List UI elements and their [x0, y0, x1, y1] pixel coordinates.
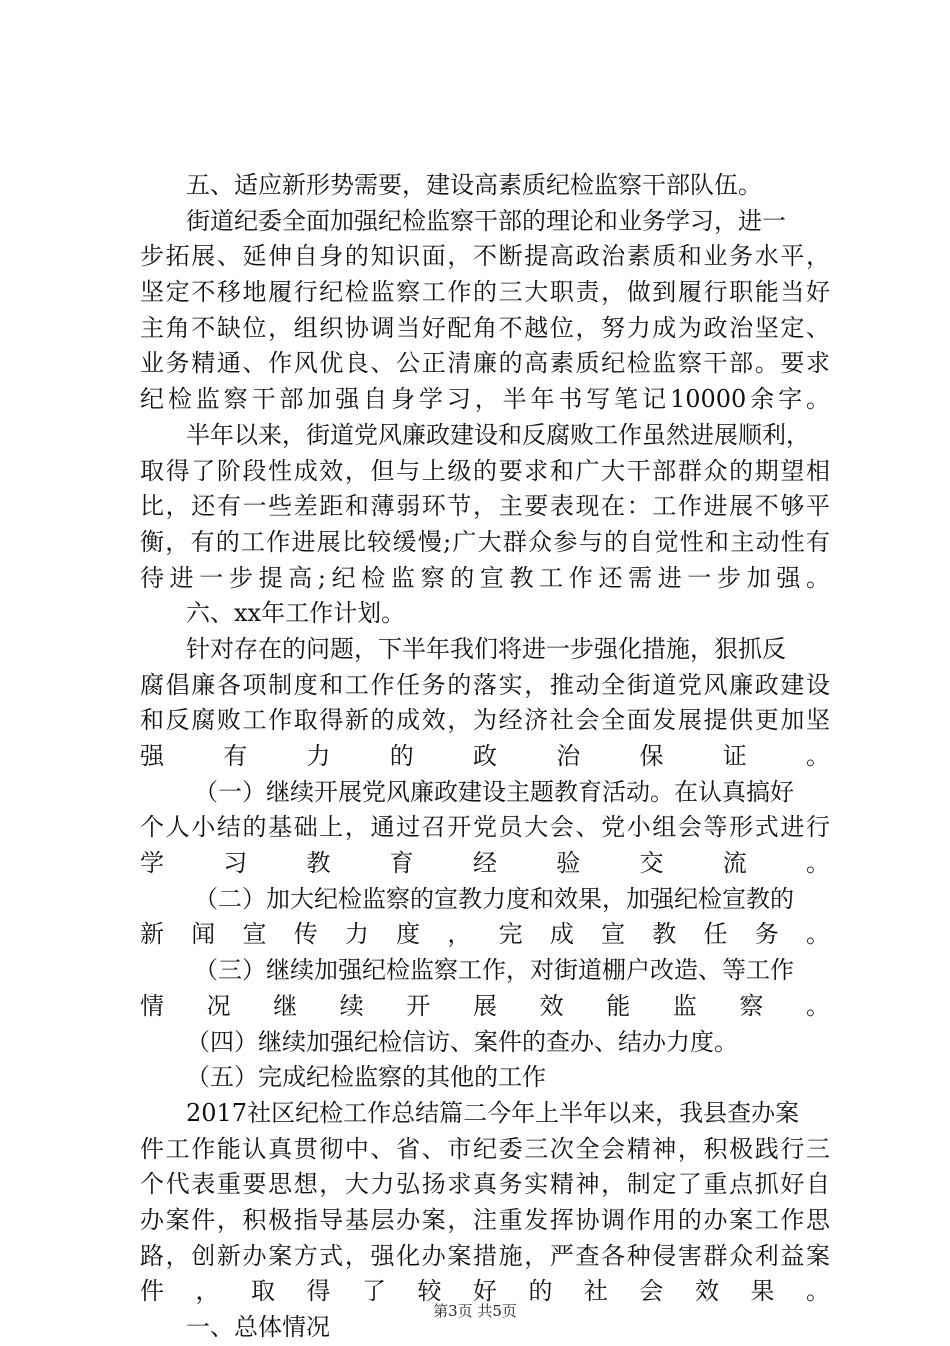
text-line: 个代表重要思想，大力弘扬求真务实精神，制定了重点抓好自 [140, 1170, 830, 1199]
body-text [140, 168, 830, 1346]
text-line: 街道纪委全面加强纪检监察干部的理论和业务学习，进一 [186, 206, 786, 235]
text-line: 情况继续开展效能监察。 [140, 991, 830, 1020]
text-line: 新闻宣传力度，完成宣教任务。 [140, 920, 830, 949]
text-line: 腐倡廉各项制度和工作任务的落实，推动全街道党风廉政建设 [140, 670, 830, 699]
text-line: 六、xx年工作计划。 [186, 599, 406, 628]
text-line: 纪检监察干部加强自身学习，半年书写笔记10000余字。 [140, 385, 830, 414]
text-line: 半年以来，街道党风廉政建设和反腐败工作虽然进展顺利， [186, 420, 810, 449]
text-line: 和反腐败工作取得新的成效，为经济社会全面发展提供更加坚 [140, 706, 830, 735]
text-line: 比，还有一些差距和薄弱环节，主要表现在：工作进展不够平 [140, 492, 830, 521]
text-line: 坚定不移地履行纪检监察工作的三大职责，做到履行职能当好 [140, 278, 830, 307]
page-footer: 第3页 共5页 [433, 1302, 517, 1320]
text-line: 主角不缺位，组织协调当好配角不越位，努力成为政治坚定、 [140, 313, 830, 342]
text-line: 步拓展、延伸自身的知识面，不断提高政治素质和业务水平， [140, 242, 830, 271]
text-line: 办案件，积极指导基层办案，注重发挥协调作用的办案工作思 [140, 1205, 830, 1234]
text-line: 2017社区纪检工作总结篇二今年上半年以来，我县查办案 [186, 1098, 800, 1127]
text-line: 路，创新办案方式，强化办案措施，严查各种侵害群众利益案 [140, 1241, 830, 1270]
text-line: 业务精通、作风优良、公正清廉的高素质纪检监察干部。要求 [140, 349, 830, 378]
text-line: 个人小结的基础上，通过召开党员大会、党小组会等形式进行 [140, 813, 830, 842]
text-line: （一）继续开展党风廉政建设主题教育活动。在认真搞好 [194, 777, 794, 806]
text-line: 件，取得了较好的社会效果。 [140, 1277, 830, 1306]
text-line: 件工作能认真贯彻中、省、市纪委三次全会精神，积极践行三 [140, 1134, 830, 1163]
text-line: 衡，有的工作进展比较缓慢;广大群众参与的自觉性和主动性有 [140, 527, 830, 556]
text-line: 一、总体情况 [186, 1313, 330, 1341]
text-line: 五、适应新形势需要，建设高素质纪检监察干部队伍。 [186, 171, 762, 199]
text-line: （五）完成纪检监察的其他的工作 [186, 1063, 546, 1092]
text-line: （四）继续加强纪检信访、案件的查办、结办力度。 [186, 1027, 738, 1056]
text-line: （二）加大纪检监察的宣教力度和效果，加强纪检宣教的 [194, 884, 794, 913]
text-line: （三）继续加强纪检监察工作，对街道棚户改造、等工作 [194, 956, 794, 985]
text-line: 待进一步提高;纪检监察的宣教工作还需进一步加强。 [140, 563, 830, 592]
text-line: 针对存在的问题，下半年我们将进一步强化措施，狠抓反 [186, 634, 786, 663]
text-line: 取得了阶段性成效，但与上级的要求和广大干部群众的期望相 [140, 456, 830, 485]
text-line: 学习教育经验交流。 [140, 849, 830, 878]
text-line: 强有力的政治保证。 [140, 742, 830, 770]
